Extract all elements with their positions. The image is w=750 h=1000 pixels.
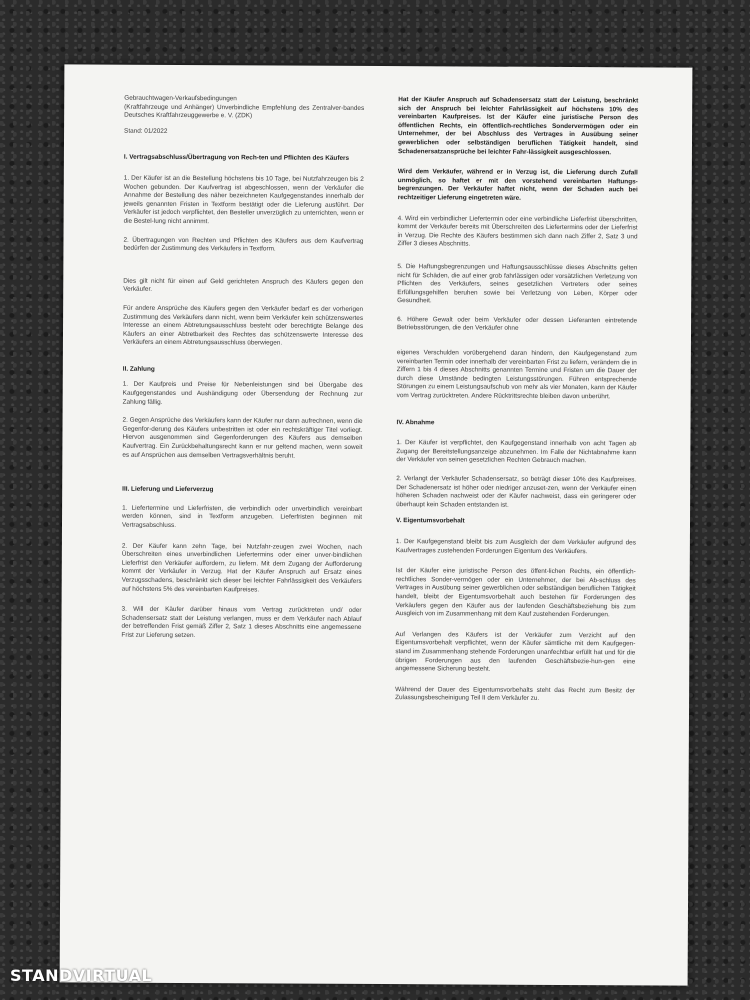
paragraph: 5. Die Haftungsbegrenzungen und Haftungsausschlüsse dieses Abschnitts gelten nicht für Schäden, die auf einer grob fahrlässigen oder vorsätzlichen Verletzung von Pflichten des Verkäufers, seines gesetzlichen Vertreters oder seines Erfüllungsgehilfen beruhen sowie bei Verletzung von Leben, Körper oder Gesundheit. xyxy=(397,263,638,305)
paragraph: 6. Höhere Gewalt oder beim Verkäufer oder dessen Lieferanten eintretende Betriebsstörungen, die den Verkäufer ohne xyxy=(397,315,638,333)
paragraph: 1. Der Käufer ist an die Bestellung höchstens bis 10 Tage, bei Nutzfahrzeugen bis 2 Wochen gebunden. Der Kaufvertrag ist abgeschlossen, wenn der Verkäufer die Annahme der Bestellung des näher bezeichneten Kaufgegenstandes innerhalb der jeweils genannten Fristen in Textform bestätigt oder die Lieferung ausführt. Der Verkäufer ist jedoch verpflichtet, den Besteller unverzüglich zu unterrichten, wenn er die Bestel-lung nicht annimmt. xyxy=(123,174,364,226)
section-heading-1: I. Vertragsabschluss/Übertragung von Rech-ten und Pflichten des Käufers xyxy=(123,154,350,163)
paragraph: 1. Der Kaufpreis und Preise für Nebenleistungen sind bei Übergabe des Kaufgegenstandes und Aushändigung oder Übersendung der Rechnung zur Zahlung fällig. xyxy=(122,381,363,406)
paragraph: Hat der Käufer Anspruch auf Schadensersatz statt der Leistung, beschränkt sich der Anspruch bei leichter Fahrlässigkeit auf höchstens 10% des vereinbarten Kaufpreises. Ist der Käufer eine juristische Person des öffentlichen Rechts, ein öffentlich-rechtliches Sondervermögen oder ein Unternehmer, der bei Abschluss des Vertrages in Ausübung seiner gewerblichen oder selbständigen beruflichen Tätigkeit handelt, sind Schadenersatzansprüche bei leichter Fahr-lässigkeit ausgeschlossen. xyxy=(397,96,639,156)
paragraph: 2. Gegen Ansprüche des Verkäufers kann der Käufer nur dann aufrechnen, wenn die Gegenfor-derung des Käufers unbestritten ist oder ein rechtskräftiger Titel vorliegt. Hiervon ausgenommen sind Gegenforderungen des Käufers aus demselben Kaufvertrag. Ein Zurückbehaltungsrecht kann er nur geltend machen, wenn soweit es auf Ansprüchen aus demselben Vertragsverhältnis beruht. xyxy=(122,416,363,460)
paragraph: 2. Der Käufer kann zehn Tage, bei Nutzfahr-zeugen zwei Wochen, nach Überschreiten eines unverbindlichen Liefertermins oder einer unver-bindlichen Lieferfrist den Verkäufer auffordern, zu liefern. Mit dem Zugang der Aufforderung kommt der Verkäufer in Verzug. Hat der Käufer Anspruch auf Ersatz eines Verzugsschadens, beschränkt sich dieser bei leichter Fahrlässigkeit des Verkäufers auf höchstens 5% des vereinbarten Kaufpreises. xyxy=(121,542,362,593)
paragraph: Während der Dauer des Eigentumsvorbehalts steht das Recht zum Besitz der Zulassungsbescheinigung Teil II dem Verkäufer zu. xyxy=(395,685,636,703)
paragraph: Auf Verlangen des Käufers ist der Verkäufer zum Verzicht auf den Eigentumsvorbehalt verpflichtet, wenn der Käufer sämtliche mit dem Kaufgegen-stand im Zusammenhang stehende Forderungen unanfechtbar erfüllt hat und für die übrigen Forderungen aus den laufenden Geschäftsbezie-hun-gen eine angemessene Sicherung besteht. xyxy=(395,630,636,673)
paragraph: 1. Liefertermine und Lieferfristen, die verbindlich oder unverbindlich vereinbart werden können, sind in Textform anzugeben. Lieferfristen beginnen mit Vertragsabschluss. xyxy=(121,504,363,529)
paragraph: Wird dem Verkäufer, während er in Verzug ist, die Lieferung durch Zufall unmöglich, so haftet er mit den vorstehend vereinbarten Haftungs-begrenzungen. Der Verkäufer haftet nicht, wenn der Schaden auch bei rechtzeitiger Lieferung eingetreten wäre. xyxy=(397,168,638,202)
document-sheet xyxy=(60,64,693,985)
paragraph: eigenes Verschulden vorübergehend daran hindern, den Kaufgegenstand zum vereinbarten Termin oder innerhalb der vereinbarten Frist zu liefern, verändern die in Ziffern 1 bis 4 dieses Abschnitts genannten Termine und Fristen um die Dauer der durch diese Umstände bedingten Leistungsstörungen. Führen entsprechende Störungen zu einem Leistungsaufschub von mehr als vier Monaten, kann der Käufer vom Vertrag zurücktreten. Andere Rücktrittsrechte bleiben davon unberührt. xyxy=(396,349,637,401)
left-column xyxy=(121,95,364,649)
section-heading-2: II. Zahlung xyxy=(122,365,155,373)
paragraph: 1. Der Kaufgegenstand bleibt bis zum Ausgleich der dem Verkäufer aufgrund des Kaufvertrages zustehenden Forderungen Eigentum des Verkäufers. xyxy=(395,538,636,555)
document-subtitle: (Kraftfahrzeuge und Anhänger) Unverbindliche Empfehlung des Zentralver-bandes Deutsches Kraftfahrzeuggewerbe e. V. (ZDK) xyxy=(124,103,365,120)
section-heading-4: IV. Abnahme xyxy=(396,418,435,426)
paragraph: Dies gilt nicht für einen auf Geld gerichteten Anspruch des Käufers gegen den Verkäufer. xyxy=(123,277,364,294)
paragraph: 2. Verlangt der Verkäufer Schadensersatz, so beträgt dieser 10% des Kaufpreises. Der Schadenersatz ist höher oder niedriger anzuset-zen, wenn der Verkäufer einen höheren Schaden nachweist oder der Käufer nachweist, dass ein geringerer oder überhaupt kein Schaden entstanden ist. xyxy=(396,475,637,509)
paragraph: 3. Will der Käufer darüber hinaus vom Vertrag zurücktreten und/ oder Schadensersatz statt der Leistung verlangen, muss er dem Verkäufer nach Ablauf der betreffenden Frist gemäß Ziffer 2, Satz 1 dieses Abschnitts eine angemessene Frist zur Lieferung setzen. xyxy=(121,605,362,639)
paragraph: 2. Übertragungen von Rechten und Pflichten des Käufers aus dem Kaufvertrag bedürfen der Zustimmung des Verkäufers in Textform. xyxy=(123,236,364,253)
paragraph: Ist der Käufer eine juristische Person des öffent-lichen Rechts, ein öffentlich-rechtliches Sonder-vermögen oder ein Unternehmer, der bei Ab-schluss des Vertrages in Ausübung seiner gewerblichen oder selbständigen beruflichen Tätigkeit handelt, bleibt der Eigentumsvorbehalt auch bestehen für Forderungen des Verkäufers gegen den Käufer aus der laufenden Geschäftsbeziehung bis zum Ausgleich von im Zusammenhang mit dem Kauf zustehenden Forderungen. xyxy=(395,567,636,619)
paragraph: 1. Der Käufer ist verpflichtet, den Kaufgegenstand innerhalb von acht Tagen ab Zugang der Bereitstellungsanzeige abzunehmen. Im Falle der Nichtabnahme kann der Verkäufer von seinen gesetzlichen Rechten Gebrauch machen. xyxy=(396,439,637,465)
stand-date: Stand: 01/2022 xyxy=(124,127,168,135)
section-heading-5: V. Eigentumsvorbehalt xyxy=(396,517,465,525)
document-title: Gebrauchtwagen-Verkaufsbedingungen xyxy=(124,94,237,103)
watermark-text: STANDVIRTUAL xyxy=(10,966,153,985)
paragraph: Für andere Ansprüche des Käufers gegen den Verkäufer bedarf es der vorherigen Zustimmung des Verkäufers dann nicht, wenn beim Verkäufer kein schützenswertes Interesse an einem Abtretungsausschluss besteht oder berechtigte Belange des Käufers an einer Abtretbarkeit des Rechtes das schützenswerte Interesse des Verkäufers an einem Abtretungsausschluss überwiegen. xyxy=(122,304,364,347)
standvirtual-watermark xyxy=(10,966,152,985)
right-column xyxy=(395,96,638,711)
paragraph: 4. Wird ein verbindlicher Liefertermin oder eine verbindliche Lieferfrist überschritten, kommt der Verkäufer bereits mit Überschreiten des Liefertermins oder der Lieferfrist in Verzug. Die Rechte des Käufers bestimmen sich dann nach Ziffer 2, Satz 3 und Ziffer 3 dieses Abschnitts. xyxy=(397,214,638,248)
section-heading-3: III. Lieferung und Lieferverzug xyxy=(122,485,214,494)
